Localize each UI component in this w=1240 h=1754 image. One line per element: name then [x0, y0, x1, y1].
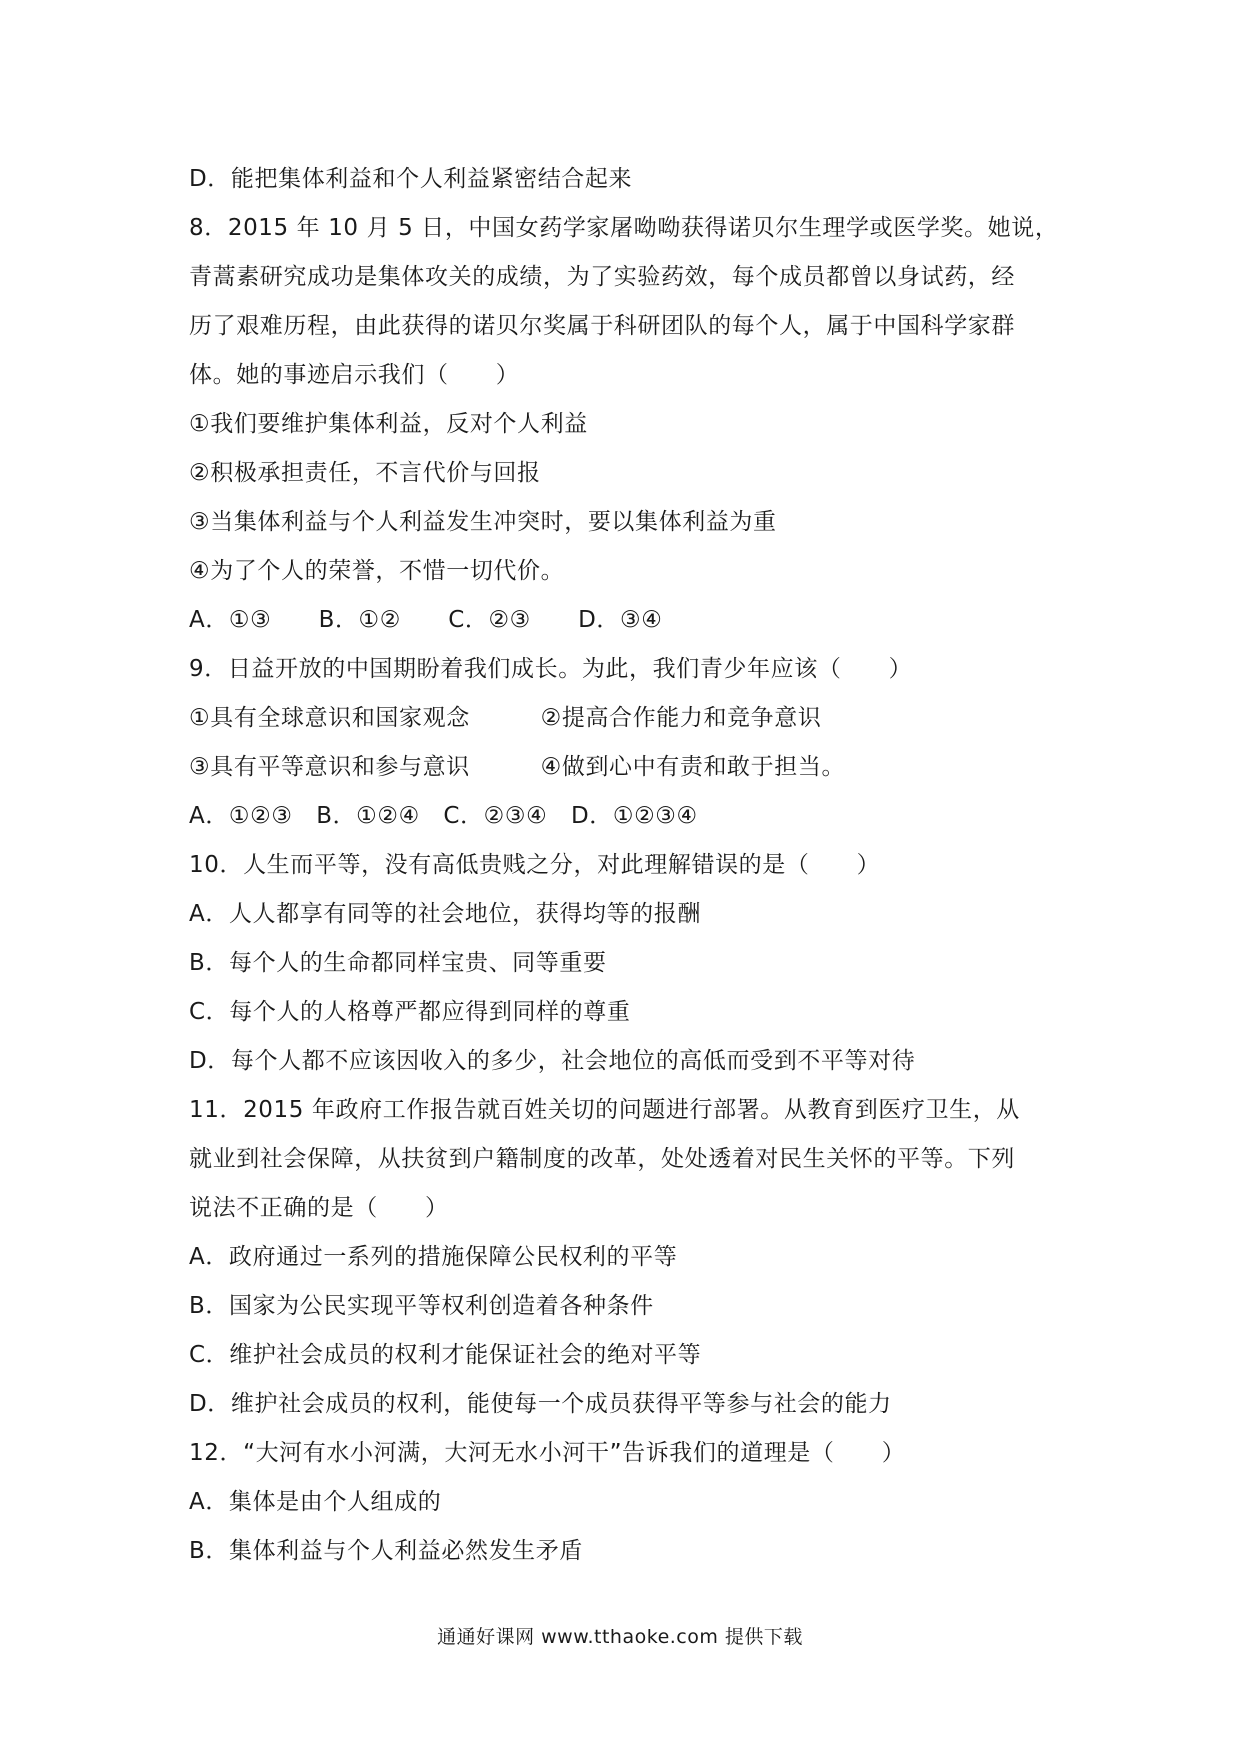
option-line: B．每个人的生命都同样宝贵、同等重要 — [189, 950, 607, 976]
statement-line: ①我们要维护集体利益，反对个人利益 — [189, 411, 588, 437]
question-11-line: 11．2015 年政府工作报告就百姓关切的问题进行部署。从教育到医疗卫生，从 — [189, 1097, 1020, 1123]
option-line: A．集体是由个人组成的 — [189, 1489, 442, 1515]
question-9-line: 9．日益开放的中国期盼着我们成长。为此，我们青少年应该（ ） — [189, 656, 913, 682]
statement-line: ③具有平等意识和参与意识 ④做到心中有责和敢于担当。 — [189, 754, 846, 780]
option-line: C．维护社会成员的权利才能保证社会的绝对平等 — [189, 1342, 702, 1368]
question-10-line: 10．人生而平等，没有高低贵贱之分，对此理解错误的是（ ） — [189, 852, 881, 878]
page-footer: 通通好课网 www.tthaoke.com 提供下载 — [437, 1626, 803, 1648]
option-line: A．人人都享有同等的社会地位，获得均等的报酬 — [189, 901, 701, 927]
question-11-line: 就业到社会保障，从扶贫到户籍制度的改革，处处透着对民生关怀的平等。下列 — [189, 1146, 1015, 1172]
question-8-line: 历了艰难历程，由此获得的诺贝尔奖属于科研团队的每个人，属于中国科学家群 — [189, 313, 1015, 339]
statement-line: ②积极承担责任，不言代价与回报 — [189, 460, 541, 486]
option-line: A．政府通过一系列的措施保障公民权利的平等 — [189, 1244, 678, 1270]
question-12-line: 12．“大河有水小河满，大河无水小河干”告诉我们的道理是（ ） — [189, 1440, 906, 1466]
option-line: D．维护社会成员的权利，能使每一个成员获得平等参与社会的能力 — [189, 1391, 892, 1417]
question-11-line: 说法不正确的是（ ） — [189, 1195, 449, 1221]
option-line: B．集体利益与个人利益必然发生矛盾 — [189, 1538, 583, 1564]
statement-line: ④为了个人的荣誉，不惜一切代价。 — [189, 558, 565, 584]
question-8-line: 8．2015 年 10 月 5 日，中国女药学家屠呦呦获得诺贝尔生理学或医学奖。她说， — [189, 215, 1059, 241]
exam-page-body — [189, 155, 1069, 1576]
question-8-line: 青蒿素研究成功是集体攻关的成绩，为了实验药效，每个成员都曾以身试药，经 — [189, 264, 1015, 290]
option-line: B．国家为公民实现平等权利创造着各种条件 — [189, 1293, 654, 1319]
statement-line: ①具有全球意识和国家观念 ②提高合作能力和竞争意识 — [189, 705, 822, 731]
option-line: C．每个人的人格尊严都应得到同样的尊重 — [189, 999, 631, 1025]
option-line: D．能把集体利益和个人利益紧密结合起来 — [189, 166, 633, 192]
answer-options-line: A．①②③ B．①②④ C．②③④ D．①②③④ — [189, 803, 698, 829]
question-8-line: 体。她的事迹启示我们（ ） — [189, 362, 520, 388]
option-line: D．每个人都不应该因收入的多少，社会地位的高低而受到不平等对待 — [189, 1048, 916, 1074]
statement-line: ③当集体利益与个人利益发生冲突时，要以集体利益为重 — [189, 509, 777, 535]
answer-options-line: A．①③ B．①② C．②③ D．③④ — [189, 607, 663, 633]
